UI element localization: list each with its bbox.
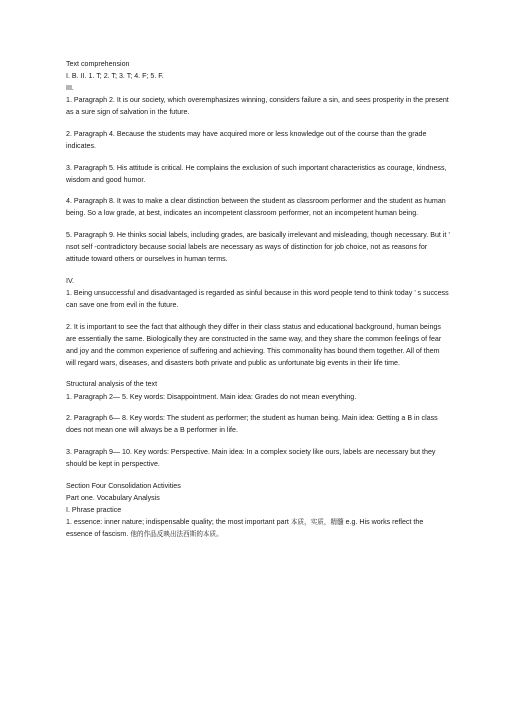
section-header: Structural analysis of the text [66,380,158,389]
section-number: III. [66,84,74,93]
section-header: Text comprehension [66,60,130,68]
section-subheader: I. Phrase practice [66,505,122,514]
document-body [66,58,450,540]
paragraph: 3. Paragraph 9— 10. Key words: Perspective. Main idea: In a complex society like ours, labels are necessary but they should be kept in perspective. [66,447,436,468]
paragraph: 1. Paragraph 2— 5. Key words: Disappointment. Main idea: Grades do not mean everything. [66,392,357,401]
paragraph: 5. Paragraph 9. He thinks social labels, including grades, are basically irrelevant and misleading, though necessary. But it ’ nsot self -contradictory because social labels are necessary as ways of distinction for job choice, not as reasons for attitude toward others or ourselves in human terms. [66,231,450,264]
section-header: Section Four Consolidation Activities [66,481,181,490]
section-number: IV. [66,276,75,285]
paragraph: 3. Paragraph 5. His attitude is critical. He complains the exclusion of such important characteristics as courage, kindness, wisdom and good humor. [66,163,447,184]
chinese-gloss: 本质，实质，精髓 [288,517,344,526]
answer-line: I. B. II. 1. T; 2. T; 3. T; 4. F; 5. F. [66,72,164,81]
example-text: e.g. His works reflect the essence of fascism. [66,517,424,538]
paragraph: 2. Paragraph 4. Because the students may have acquired more or less knowledge out of the course than the grade indicates. [66,129,427,151]
definition-text: 1. essence: inner nature; indispensable quality; the most important part [66,517,289,526]
paragraph: 2. Paragraph 6— 8. Key words: The student as performer; the student as human being. Main idea: Getting a B in class does not mean one will always be a B performer in life. [66,414,438,435]
paragraph: 4. Paragraph 8. It was to make a clear distinction between the student as classroom performer and the student as human being. So a low grade, at best, indicates an incompetent classroom performer, not an incompetent human being. [66,197,446,218]
section-subheader: Part one. Vocabulary Analysis [66,493,160,502]
paragraph: 1. Paragraph 2. It is our society, which overemphasizes winning, considers failure a sin, and sees prosperity in the present as a sure sign of salvation in the future. [66,96,449,117]
vocabulary-entry [66,516,450,540]
paragraph: 2. It is important to see the fact that although they differ in their class status and educational background, human beings are essentially the same. Biologically they are constructed in the same way, and they share the common feelings of fear and joy and the common experience of suffering and achieving. This commonality has bound them together. All of them will regard wars, diseases, and disasters both private and public as unfortunate big events in their life time. [66,322,442,367]
chinese-translation: 他的作品反映出法西斯的本质。 [128,529,223,538]
paragraph: 1. Being unsuccessful and disadvantaged is regarded as sinful because in this word people tend to think today ’ s success can save one from evil in the future. [66,288,449,309]
